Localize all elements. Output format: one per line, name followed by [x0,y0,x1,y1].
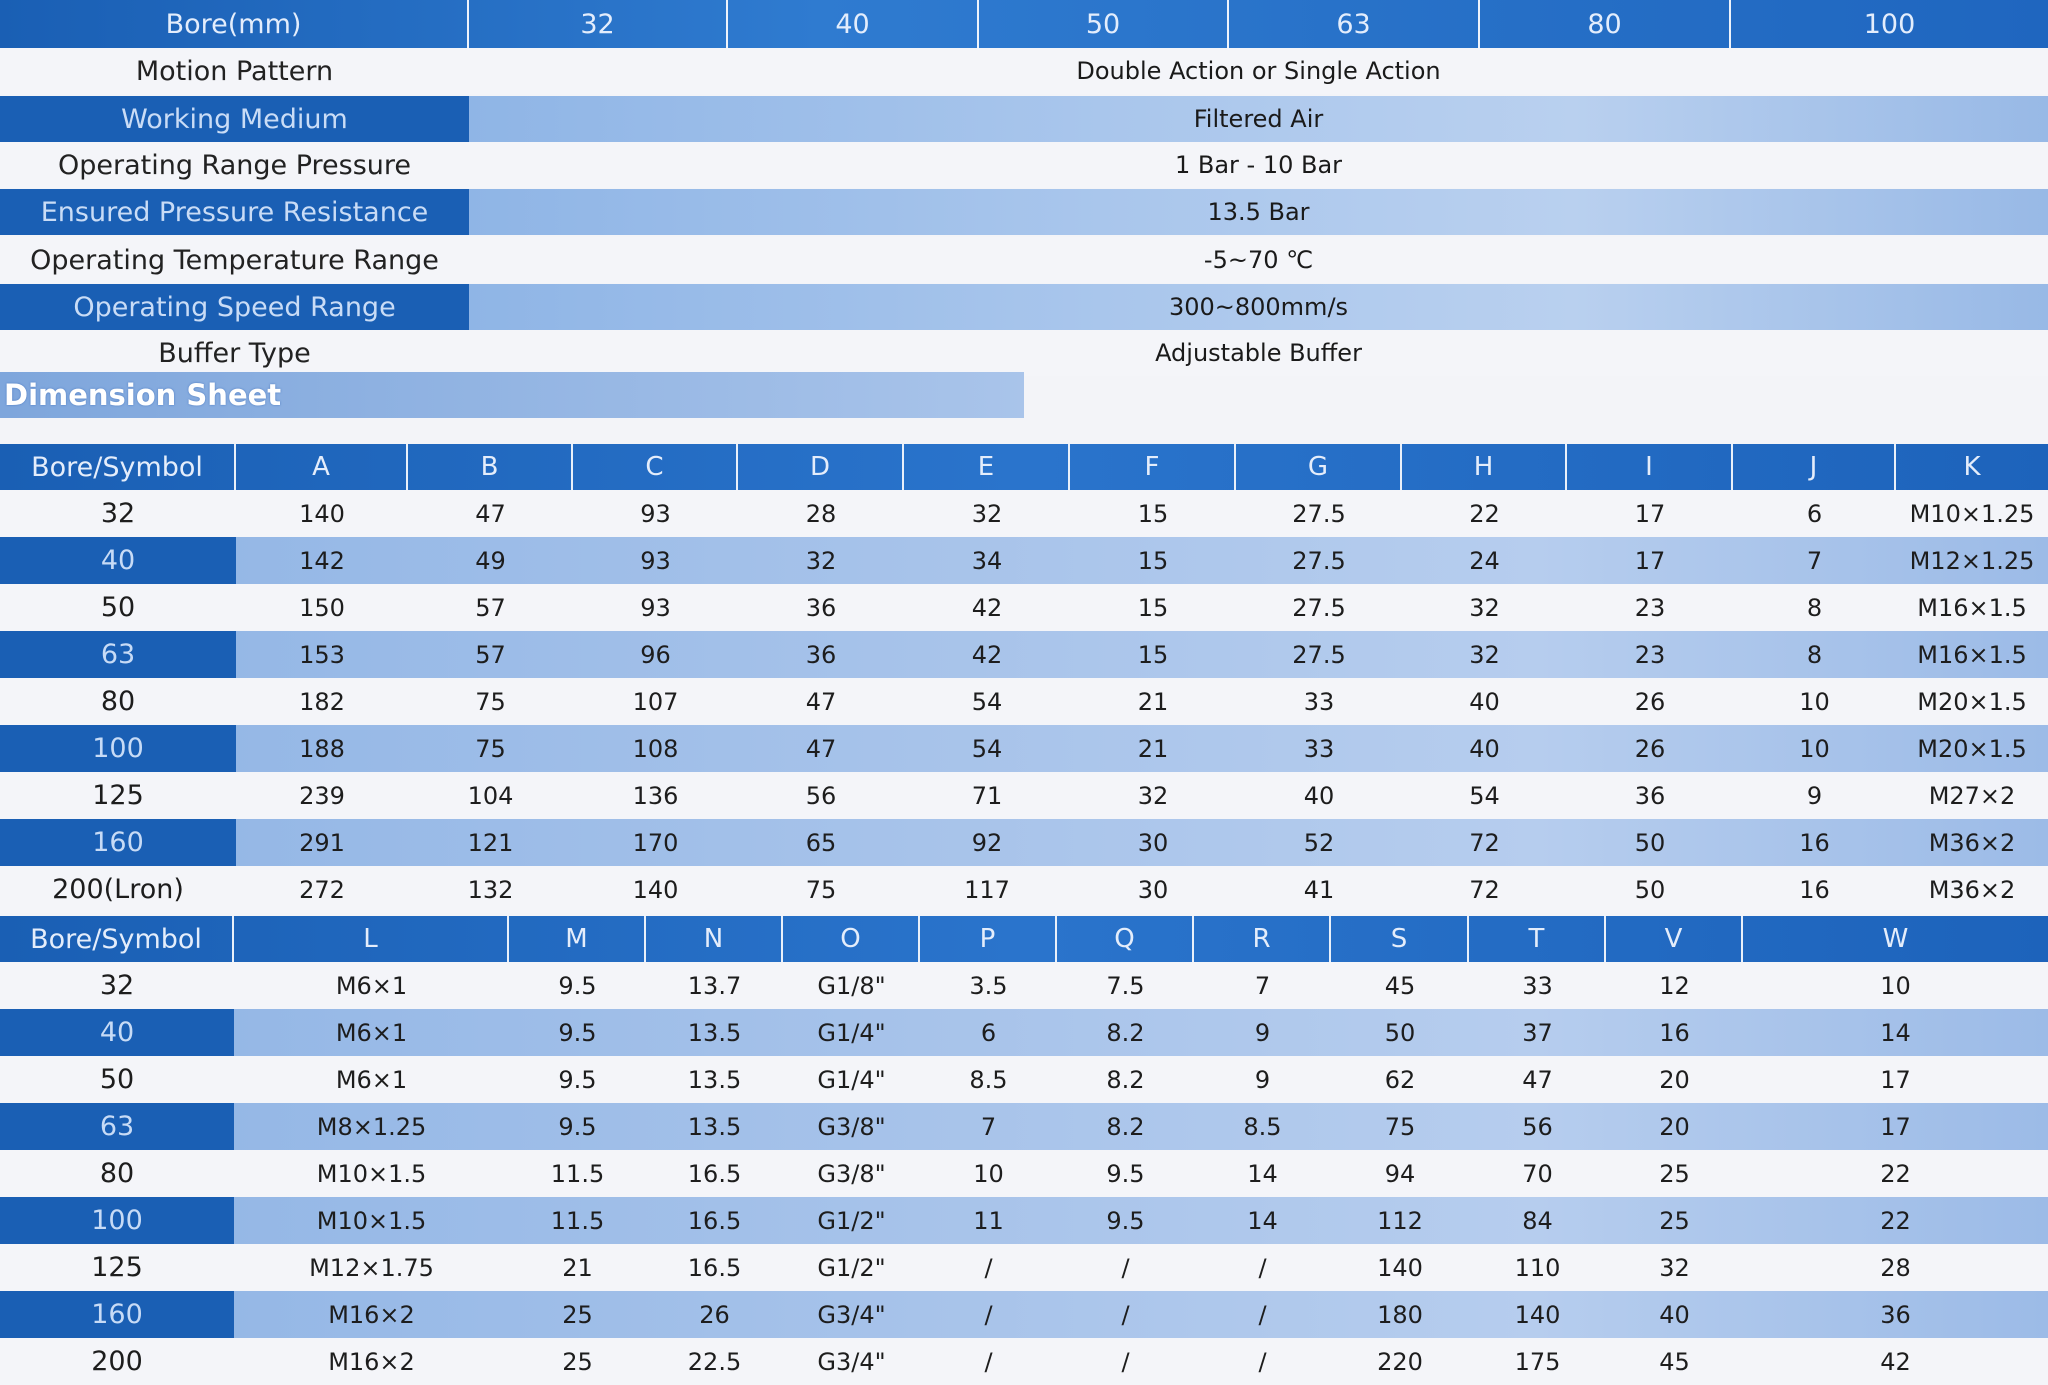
table-cell: 96 [640,640,671,669]
table-cell: 10 [1880,971,1911,1000]
table-cell: 32 [971,499,1003,528]
table-cell: 56 [1522,1112,1553,1141]
table-cell: 52 [1303,828,1335,857]
table-cell: 25 [1659,1159,1690,1188]
table-cell: M6×1 [335,971,408,1000]
table-cell: 140 [1514,1300,1561,1329]
spec-value: Double Action or Single Action [1076,57,1441,85]
table-cell: 62 [1384,1065,1416,1094]
table-cell: 26 [699,1300,730,1329]
table-cell: M10×1.5 [316,1206,427,1235]
table-cell: 153 [299,640,345,669]
table-cell: 180 [1377,1300,1423,1329]
table-cell: 188 [299,734,345,763]
table-cell: 112 [1377,1206,1423,1235]
spec-header-cell: 100 [1863,8,1916,40]
table-cell: 150 [299,593,345,622]
table-cell: M6×1 [335,1018,408,1047]
spec-header-cell: Bore(mm) [0,0,469,48]
table-cell: / [984,1253,993,1282]
table-cell: G1/4" [817,1018,886,1047]
table-cell: 117 [964,875,1010,904]
table-cell: 220 [1377,1347,1423,1376]
table-cell: 21 [1137,734,1169,763]
bore-symbol-header: Bore/Symbol [0,444,236,490]
table-row [0,725,2048,772]
table-cell: 8.2 [1106,1112,1145,1141]
table-cell: G3/4" [817,1300,886,1329]
column-header: C [573,444,738,490]
table-cell: 22 [1469,499,1500,528]
table-cell: 142 [299,546,345,575]
table-cell: 72 [1469,828,1500,857]
table-cell: 291 [299,828,345,857]
table-cell: 84 [1522,1206,1553,1235]
table-cell: 22 [1880,1159,1911,1188]
table-cell: 32 [805,546,837,575]
table-cell: M16×2 [328,1300,415,1329]
column-header: G [1236,444,1402,490]
spec-row-speed-range [0,284,2048,330]
table-cell: 132 [467,875,514,904]
spec-value: 1 Bar - 10 Bar [1174,151,1343,179]
table-cell: 136 [632,781,679,810]
table-cell: 54 [971,687,1003,716]
column-header: D [738,444,904,490]
table-cell: 47 [1522,1065,1553,1094]
table-cell: 9.5 [558,1112,597,1141]
table-cell: / [1121,1300,1130,1329]
table-cell: / [1121,1347,1130,1376]
table-cell: 16 [1659,1018,1690,1047]
bore-cell: 40 [0,1009,234,1056]
table-cell: 140 [632,875,679,904]
table-cell: 9.5 [1106,1206,1145,1235]
column-header: M [509,916,646,962]
table-cell: 32 [1469,640,1500,669]
table-cell: 30 [1137,875,1169,904]
table-cell: 54 [971,734,1003,763]
table-cell: 71 [971,781,1003,810]
table-row [0,1150,2048,1197]
table-cell: 10 [1799,734,1830,763]
spec-value: 300~800mm/s [469,284,2048,330]
spec-header-cell: 80 [1480,0,1731,48]
table-row [0,1197,2048,1244]
bore-cell: 80 [100,686,136,717]
column-header: P [920,916,1057,962]
table-cell: 9.5 [558,971,597,1000]
table-cell: M20×1.5 [1917,734,2027,763]
table-cell: 15 [1137,593,1169,622]
table-cell: 14 [1880,1018,1911,1047]
table-cell: 7 [980,1112,997,1141]
table-cell: M36×2 [1928,875,2016,904]
column-header: B [408,444,573,490]
table-cell: / [1258,1253,1267,1282]
table-cell: 40 [1303,781,1335,810]
table-cell: 272 [299,875,345,904]
column-header: A [236,444,408,490]
table-cell: 45 [1384,971,1416,1000]
table-cell: 175 [1514,1347,1561,1376]
bore-cell: 200 [91,1346,143,1377]
dimension-sheet-title-bar [0,372,2048,418]
table-cell: 182 [299,687,345,716]
spec-header-cell: 32 [469,0,728,48]
table-cell: G1/2" [817,1206,886,1235]
table-row [0,819,2048,866]
table-cell: M16×1.5 [1917,640,2027,669]
table-row [0,1009,2048,1056]
spec-row-operating-pressure [0,142,2048,188]
table-cell: 17 [1880,1065,1911,1094]
bore-cell: 63 [0,1103,234,1150]
table-cell: 42 [1880,1347,1911,1376]
table-row [0,1056,2048,1103]
table-cell: 6 [980,1018,997,1047]
table-cell: 17 [1634,499,1666,528]
table-cell: 16.5 [687,1159,742,1188]
table-cell: M8×1.25 [316,1112,427,1141]
bore-cell: 80 [99,1158,135,1189]
table-cell: 121 [467,828,514,857]
table-cell: M10×1.25 [1909,499,2035,528]
table-cell: 94 [1384,1159,1416,1188]
table-cell: 9.5 [1106,1159,1145,1188]
spec-label: Operating Temperature Range [30,244,439,276]
bore-cell: 40 [0,537,236,584]
spec-value: -5~70 ℃ [1203,246,1314,274]
table-cell: / [984,1300,993,1329]
column-header: Q [1057,916,1194,962]
table-row [0,1291,2048,1338]
table-cell: G1/4" [817,1065,886,1094]
bore-cell: 200(Lron) [52,874,184,905]
column-header: F [1070,444,1236,490]
table-cell: 15 [1137,640,1169,669]
table-cell: 33 [1303,734,1335,763]
table-cell: / [984,1347,993,1376]
table-cell: / [1121,1253,1130,1282]
table-cell: 33 [1522,971,1553,1000]
table-cell: M16×1.5 [1917,593,2027,622]
table-cell: 27.5 [1292,593,1346,622]
table-cell: 27.5 [1292,546,1346,575]
bore-cell: 100 [0,725,236,772]
table-cell: 70 [1522,1159,1553,1188]
table-cell: 65 [805,828,837,857]
table-cell: 11 [973,1206,1004,1235]
table-cell: M6×1 [335,1065,408,1094]
table-cell: 16 [1799,875,1830,904]
spec-header-cell: 63 [1229,0,1480,48]
spec-label: Buffer Type [158,337,311,369]
column-header: T [1469,916,1606,962]
table-cell: 33 [1303,687,1335,716]
table-cell: 11.5 [550,1206,605,1235]
table-cell: G3/8" [817,1159,886,1188]
table-cell: 8.2 [1106,1018,1145,1047]
table-cell: 13.7 [687,971,742,1000]
table-cell: 239 [299,781,345,810]
table-row [0,1103,2048,1150]
table-cell: 15 [1137,499,1169,528]
table-cell: G3/8" [817,1112,886,1141]
table-cell: 40 [1659,1300,1690,1329]
table-cell: 93 [640,593,671,622]
table-cell: 75 [475,734,506,763]
bore-cell: 125 [91,1252,143,1283]
table-cell: 47 [805,734,837,763]
bore-cell: 32 [99,970,135,1001]
column-header: H [1402,444,1567,490]
bore-cell: 125 [92,780,144,811]
table-cell: 42 [971,640,1003,669]
table-cell: 75 [805,875,837,904]
spec-row-buffer-type [0,330,2048,376]
column-header: K [1963,452,1981,482]
table-row [0,678,2048,725]
table-cell: 20 [1659,1112,1690,1141]
table-cell: 36 [1880,1300,1911,1329]
table-row [0,537,2048,584]
spec-row-working-medium [0,96,2048,142]
table-cell: M16×2 [328,1347,415,1376]
spec-header-cell: 40 [728,0,979,48]
table-cell: M12×1.25 [1909,546,2035,575]
table-cell: 40 [1469,687,1500,716]
column-header: I [1567,444,1733,490]
table-cell: M36×2 [1928,828,2016,857]
table-cell: 17 [1634,546,1666,575]
table-cell: 27.5 [1292,640,1346,669]
table-cell: 15 [1137,546,1169,575]
dimension-table-1-header-row [0,444,2048,490]
bore-cell: 63 [0,631,236,678]
table-row [0,866,2048,913]
table-cell: G3/4" [817,1347,886,1376]
table-cell: 22.5 [687,1347,742,1376]
bore-symbol-header: Bore/Symbol [0,916,234,962]
column-header: N [646,916,783,962]
spec-row-motion-pattern [0,48,2048,94]
spec-header-cell: 50 [979,0,1229,48]
spec-value: 13.5 Bar [469,189,2048,235]
table-cell: 57 [475,640,506,669]
table-cell: 8.5 [969,1065,1008,1094]
table-cell: 93 [640,499,671,528]
table-cell: 8.5 [1243,1112,1282,1141]
table-cell: 22 [1880,1206,1911,1235]
table-cell: 9 [1806,781,1823,810]
column-header: W [1882,924,1909,954]
table-cell: 41 [1303,875,1335,904]
table-cell: 108 [632,734,679,763]
column-header: V [1606,916,1743,962]
table-cell: 75 [1384,1112,1416,1141]
table-cell: 9 [1254,1018,1271,1047]
table-cell: 49 [475,546,506,575]
table-cell: 10 [973,1159,1004,1188]
table-cell: 21 [1137,687,1169,716]
table-cell: 16.5 [687,1206,742,1235]
table-cell: G1/8" [817,971,886,1000]
table-cell: 30 [1137,828,1169,857]
table-cell: 47 [475,499,506,528]
table-cell: / [1258,1300,1267,1329]
table-cell: 8.2 [1106,1065,1145,1094]
table-cell: 50 [1384,1018,1416,1047]
table-cell: 14 [1247,1159,1278,1188]
table-cell: 9.5 [558,1018,597,1047]
spec-row-pressure-resistance [0,189,2048,235]
table-cell: 36 [805,593,837,622]
table-cell: 32 [1137,781,1169,810]
table-cell: 72 [1469,875,1500,904]
spec-label: Working Medium [0,96,469,142]
table-cell: 28 [805,499,837,528]
table-row [0,490,2048,537]
table-cell: 9.5 [558,1065,597,1094]
table-cell: 50 [1634,875,1666,904]
table-cell: 140 [299,499,345,528]
bore-cell: 100 [0,1197,234,1244]
table-cell: 75 [475,687,506,716]
dimension-sheet-title: Dimension Sheet [4,378,282,412]
spec-label: Motion Pattern [135,55,334,87]
column-header: S [1331,916,1469,962]
table-cell: 93 [640,546,671,575]
table-cell: 32 [1659,1253,1690,1282]
table-cell: 28 [1880,1253,1911,1282]
bore-cell: 50 [100,592,136,623]
table-cell: 24 [1469,546,1500,575]
table-cell: 140 [1377,1253,1423,1282]
table-cell: 42 [971,593,1003,622]
table-cell: 8 [1806,593,1823,622]
table-cell: 11.5 [550,1159,605,1188]
spec-row-temperature-range [0,237,2048,283]
table-cell: 13.5 [687,1065,742,1094]
table-cell: 23 [1634,593,1666,622]
table-cell: 14 [1247,1206,1278,1235]
table-cell: 107 [632,687,679,716]
table-cell: 16.5 [687,1253,742,1282]
table-cell: 17 [1880,1112,1911,1141]
table-cell: 104 [467,781,514,810]
table-cell: M20×1.5 [1917,687,2027,716]
table-cell: M12×1.75 [309,1253,434,1282]
table-cell: 3.5 [969,971,1008,1000]
table-cell: 8 [1806,640,1823,669]
table-cell: 21 [562,1253,593,1282]
table-cell: 57 [475,593,506,622]
table-cell: 7.5 [1106,971,1145,1000]
table-cell: 20 [1659,1065,1690,1094]
table-row [0,962,2048,1009]
table-cell: 54 [1469,781,1500,810]
table-cell: 45 [1659,1347,1690,1376]
table-row [0,631,2048,678]
table-cell: 92 [971,828,1003,857]
spec-label: Operating Range Pressure [57,149,412,181]
column-header: E [904,444,1070,490]
bore-cell: 50 [99,1064,135,1095]
table-cell: 47 [805,687,837,716]
table-cell: 25 [562,1347,593,1376]
table-cell: 32 [1469,593,1500,622]
table-cell: 170 [632,828,679,857]
table-cell: 36 [1634,781,1666,810]
table-cell: G1/2" [817,1253,886,1282]
table-cell: 36 [805,640,837,669]
table-cell: 13.5 [687,1018,742,1047]
table-cell: 27.5 [1292,499,1346,528]
table-cell: M10×1.5 [316,1159,427,1188]
spec-label: Ensured Pressure Resistance [0,189,469,235]
table-cell: 50 [1634,828,1666,857]
bore-cell: 160 [0,819,236,866]
table-row [0,1338,2048,1385]
table-cell: 9 [1254,1065,1271,1094]
table-cell: 110 [1514,1253,1561,1282]
bore-cell: 160 [0,1291,234,1338]
table-row [0,1244,2048,1291]
column-header: J [1733,444,1896,490]
dimension-table-2-header-row [0,916,2048,962]
column-header: R [1194,916,1331,962]
table-cell: / [1258,1347,1267,1376]
table-cell: 56 [805,781,837,810]
column-header: L [234,916,509,962]
table-cell: 12 [1659,971,1690,1000]
table-cell: 26 [1634,687,1666,716]
spec-table-header [0,0,2048,48]
table-cell: 25 [562,1300,593,1329]
table-row [0,584,2048,631]
table-cell: 23 [1634,640,1666,669]
table-cell: 7 [1806,546,1823,575]
table-cell: 26 [1634,734,1666,763]
table-cell: 34 [971,546,1003,575]
table-cell: 6 [1806,499,1823,528]
table-cell: 13.5 [687,1112,742,1141]
spec-label: Operating Speed Range [0,284,469,330]
column-header: O [783,916,920,962]
spec-value: Adjustable Buffer [1155,339,1362,367]
table-cell: M27×2 [1928,781,2016,810]
spec-value: Filtered Air [469,96,2048,142]
table-cell: 40 [1469,734,1500,763]
table-cell: 37 [1522,1018,1553,1047]
table-cell: 25 [1659,1206,1690,1235]
table-cell: 16 [1799,828,1830,857]
bore-cell: 32 [100,498,136,529]
table-row [0,772,2048,819]
table-cell: 10 [1799,687,1830,716]
table-cell: 7 [1254,971,1271,1000]
